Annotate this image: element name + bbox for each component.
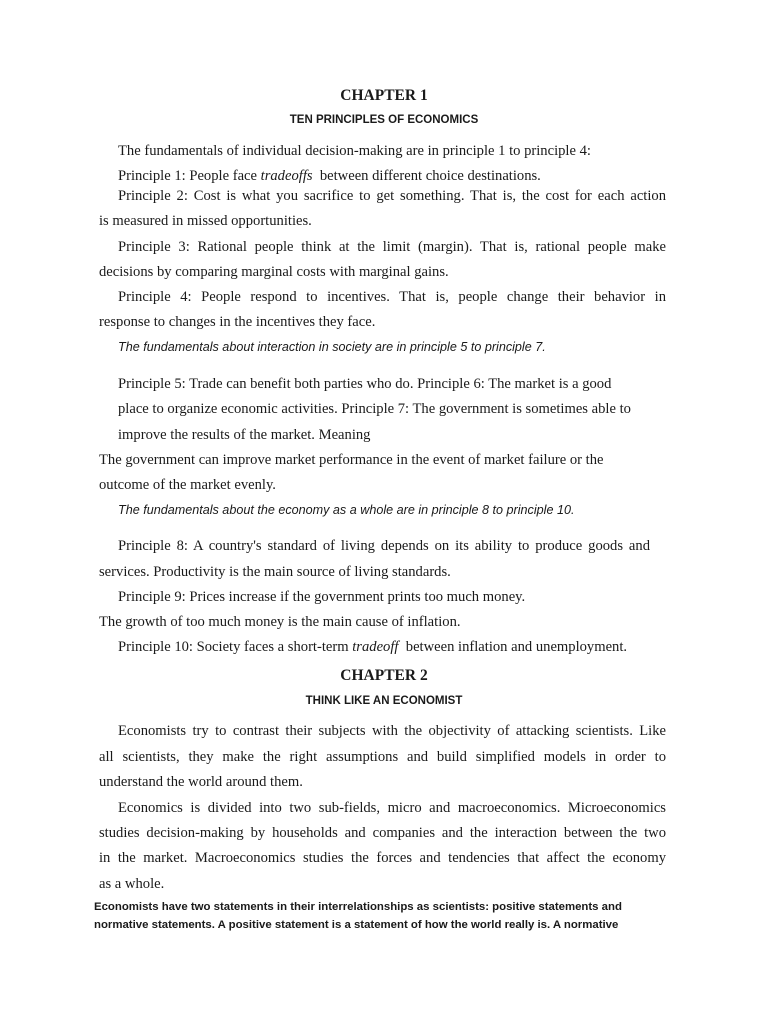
principle-4-line-2: response to changes in the incentives they face. bbox=[99, 314, 376, 330]
chapter-1-title: CHAPTER 1 bbox=[340, 87, 428, 104]
chapter-2-para-2-line-3: in the market. Macroeconomics studies the forces and tendencies that affect the economy bbox=[99, 850, 666, 866]
principle-1-text: Principle 1: People face bbox=[118, 168, 261, 184]
chapter-2-para-2-line-2: studies decision-making by households and companies and the interaction between the two bbox=[99, 825, 666, 841]
principle-10-text-end: between inflation and unemployment. bbox=[398, 639, 628, 655]
principle-5-line-1: Principle 5: Trade can benefit both parties who do. Principle 6: The market is a good bbox=[118, 376, 612, 392]
principle-1 bbox=[118, 167, 541, 185]
intro-paragraph: The fundamentals of individual decision-making are in principle 1 to principle 4: bbox=[118, 143, 591, 159]
principle-3-line-1: Principle 3: Rational people think at the limit (margin). That is, rational people make bbox=[118, 239, 666, 255]
principle-5-line-5: outcome of the market evenly. bbox=[99, 477, 276, 493]
principle-2-line-1: Principle 2: Cost is what you sacrifice to get something. That is, the cost for each action bbox=[118, 188, 666, 204]
chapter-2-subtitle: THINK LIKE AN ECONOMIST bbox=[305, 695, 463, 707]
principle-1-text-end: between different choice destinations. bbox=[312, 168, 541, 184]
chapter-2-para-3-line-1: Economists have two statements in their interrelationships as scientists: positive statements and bbox=[94, 901, 622, 913]
principle-5-line-3: improve the results of the market. Meaning bbox=[118, 427, 371, 443]
principle-9-line-1: Principle 9: Prices increase if the government prints too much money. bbox=[118, 589, 526, 605]
chapter-2-para-2-line-4: as a whole. bbox=[99, 876, 165, 892]
chapter-2-para-3-line-2: normative statements. A positive statement is a statement of how the world really is. A normative bbox=[94, 919, 619, 931]
principle-8-line-2: services. Productivity is the main source of living standards. bbox=[99, 564, 451, 580]
note-economy: The fundamentals about the economy as a whole are in principle 8 to principle 10. bbox=[118, 503, 575, 517]
chapter-1-subtitle: TEN PRINCIPLES OF ECONOMICS bbox=[289, 114, 479, 126]
note-interaction: The fundamentals about interaction in society are in principle 5 to principle 7. bbox=[118, 340, 546, 354]
principle-1-italic: tradeoffs bbox=[260, 168, 313, 184]
principle-9-line-2: The growth of too much money is the main cause of inflation. bbox=[99, 614, 461, 630]
chapter-2-title: CHAPTER 2 bbox=[340, 667, 428, 684]
principle-8-line-1: Principle 8: A country's standard of living depends on its ability to produce goods and bbox=[118, 538, 650, 554]
principle-3-line-2: decisions by comparing marginal costs with marginal gains. bbox=[99, 264, 449, 280]
chapter-2-para-1-line-1: Economists try to contrast their subjects with the objectivity of attacking scientists. Like bbox=[118, 723, 666, 739]
principle-5-line-2: place to organize economic activities. Principle 7: The government is sometimes able to bbox=[118, 401, 631, 417]
principle-10-italic: tradeoff bbox=[352, 639, 399, 655]
chapter-2-para-1-line-3: understand the world around them. bbox=[99, 774, 303, 790]
chapter-2-para-2-line-1: Economics is divided into two sub-fields, micro and macroeconomics. Microeconomics bbox=[118, 800, 666, 816]
chapter-2-para-1-line-2: all scientists, they make the right assumptions and build simplified models in order to bbox=[99, 749, 666, 765]
principle-10-text: Principle 10: Society faces a short-term bbox=[118, 639, 353, 655]
principle-2-line-2: is measured in missed opportunities. bbox=[99, 213, 312, 229]
principle-10 bbox=[118, 638, 627, 656]
principle-4-line-1: Principle 4: People respond to incentives. That is, people change their behavior in bbox=[118, 289, 666, 305]
principle-5-line-4: The government can improve market performance in the event of market failure or the bbox=[99, 452, 604, 468]
